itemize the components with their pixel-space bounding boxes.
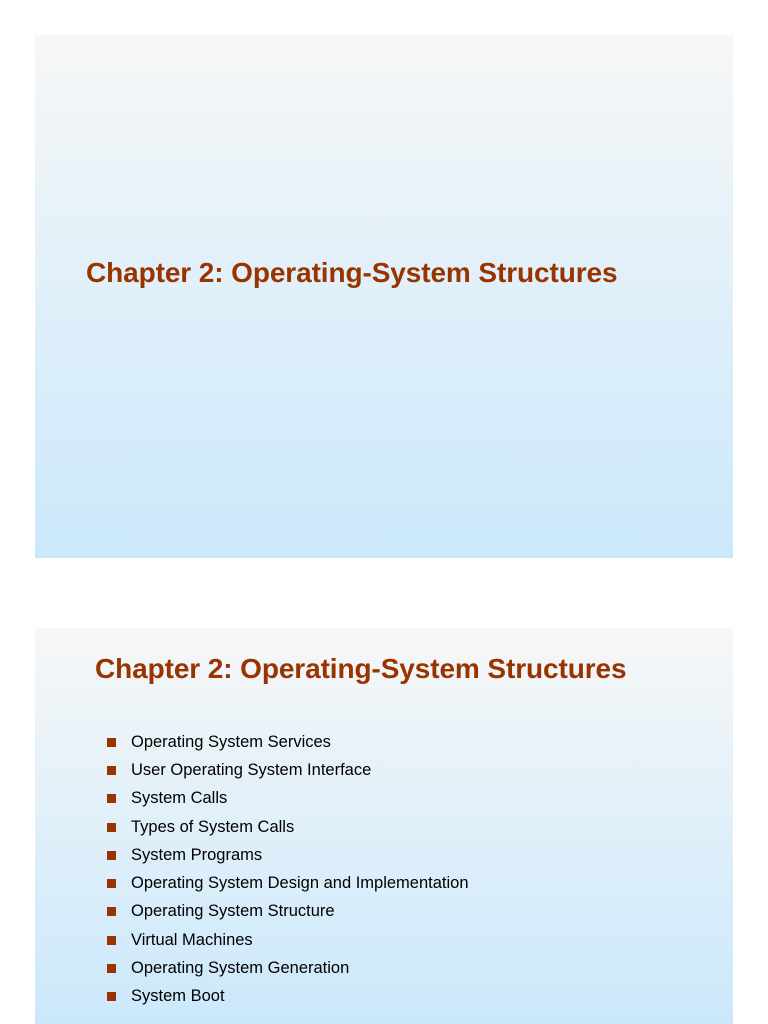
square-bullet-icon	[107, 907, 116, 916]
list-item	[107, 813, 469, 841]
list-item-text: System Boot	[131, 987, 225, 1006]
list-item	[107, 983, 469, 1011]
outline-list	[107, 728, 469, 1011]
slide-title: Chapter 2: Operating-System Structures	[95, 653, 627, 684]
square-bullet-icon	[107, 879, 116, 888]
list-item	[107, 869, 469, 897]
list-item-text: Operating System Services	[131, 732, 331, 751]
title-slide	[35, 35, 733, 558]
list-item	[107, 756, 469, 784]
list-item	[107, 728, 469, 756]
list-item	[107, 954, 469, 982]
list-item	[107, 785, 469, 813]
square-bullet-icon	[107, 823, 116, 832]
square-bullet-icon	[107, 851, 116, 860]
list-item	[107, 898, 469, 926]
square-bullet-icon	[107, 992, 116, 1001]
list-item-text: Virtual Machines	[131, 930, 253, 949]
list-item-text: User Operating System Interface	[131, 760, 372, 779]
outline-slide	[35, 628, 733, 1024]
list-item-text: System Calls	[131, 789, 228, 808]
list-item	[107, 841, 469, 869]
list-item	[107, 926, 469, 954]
square-bullet-icon	[107, 964, 116, 973]
square-bullet-icon	[107, 936, 116, 945]
list-item-text: Operating System Design and Implementation	[131, 874, 469, 893]
square-bullet-icon	[107, 794, 116, 803]
list-item-text: Operating System Generation	[131, 959, 350, 978]
slide-title: Chapter 2: Operating-System Structures	[86, 257, 618, 288]
list-item-text: Types of System Calls	[131, 817, 295, 836]
square-bullet-icon	[107, 738, 116, 747]
square-bullet-icon	[107, 766, 116, 775]
list-item-text: System Programs	[131, 845, 263, 864]
list-item-text: Operating System Structure	[131, 902, 335, 921]
